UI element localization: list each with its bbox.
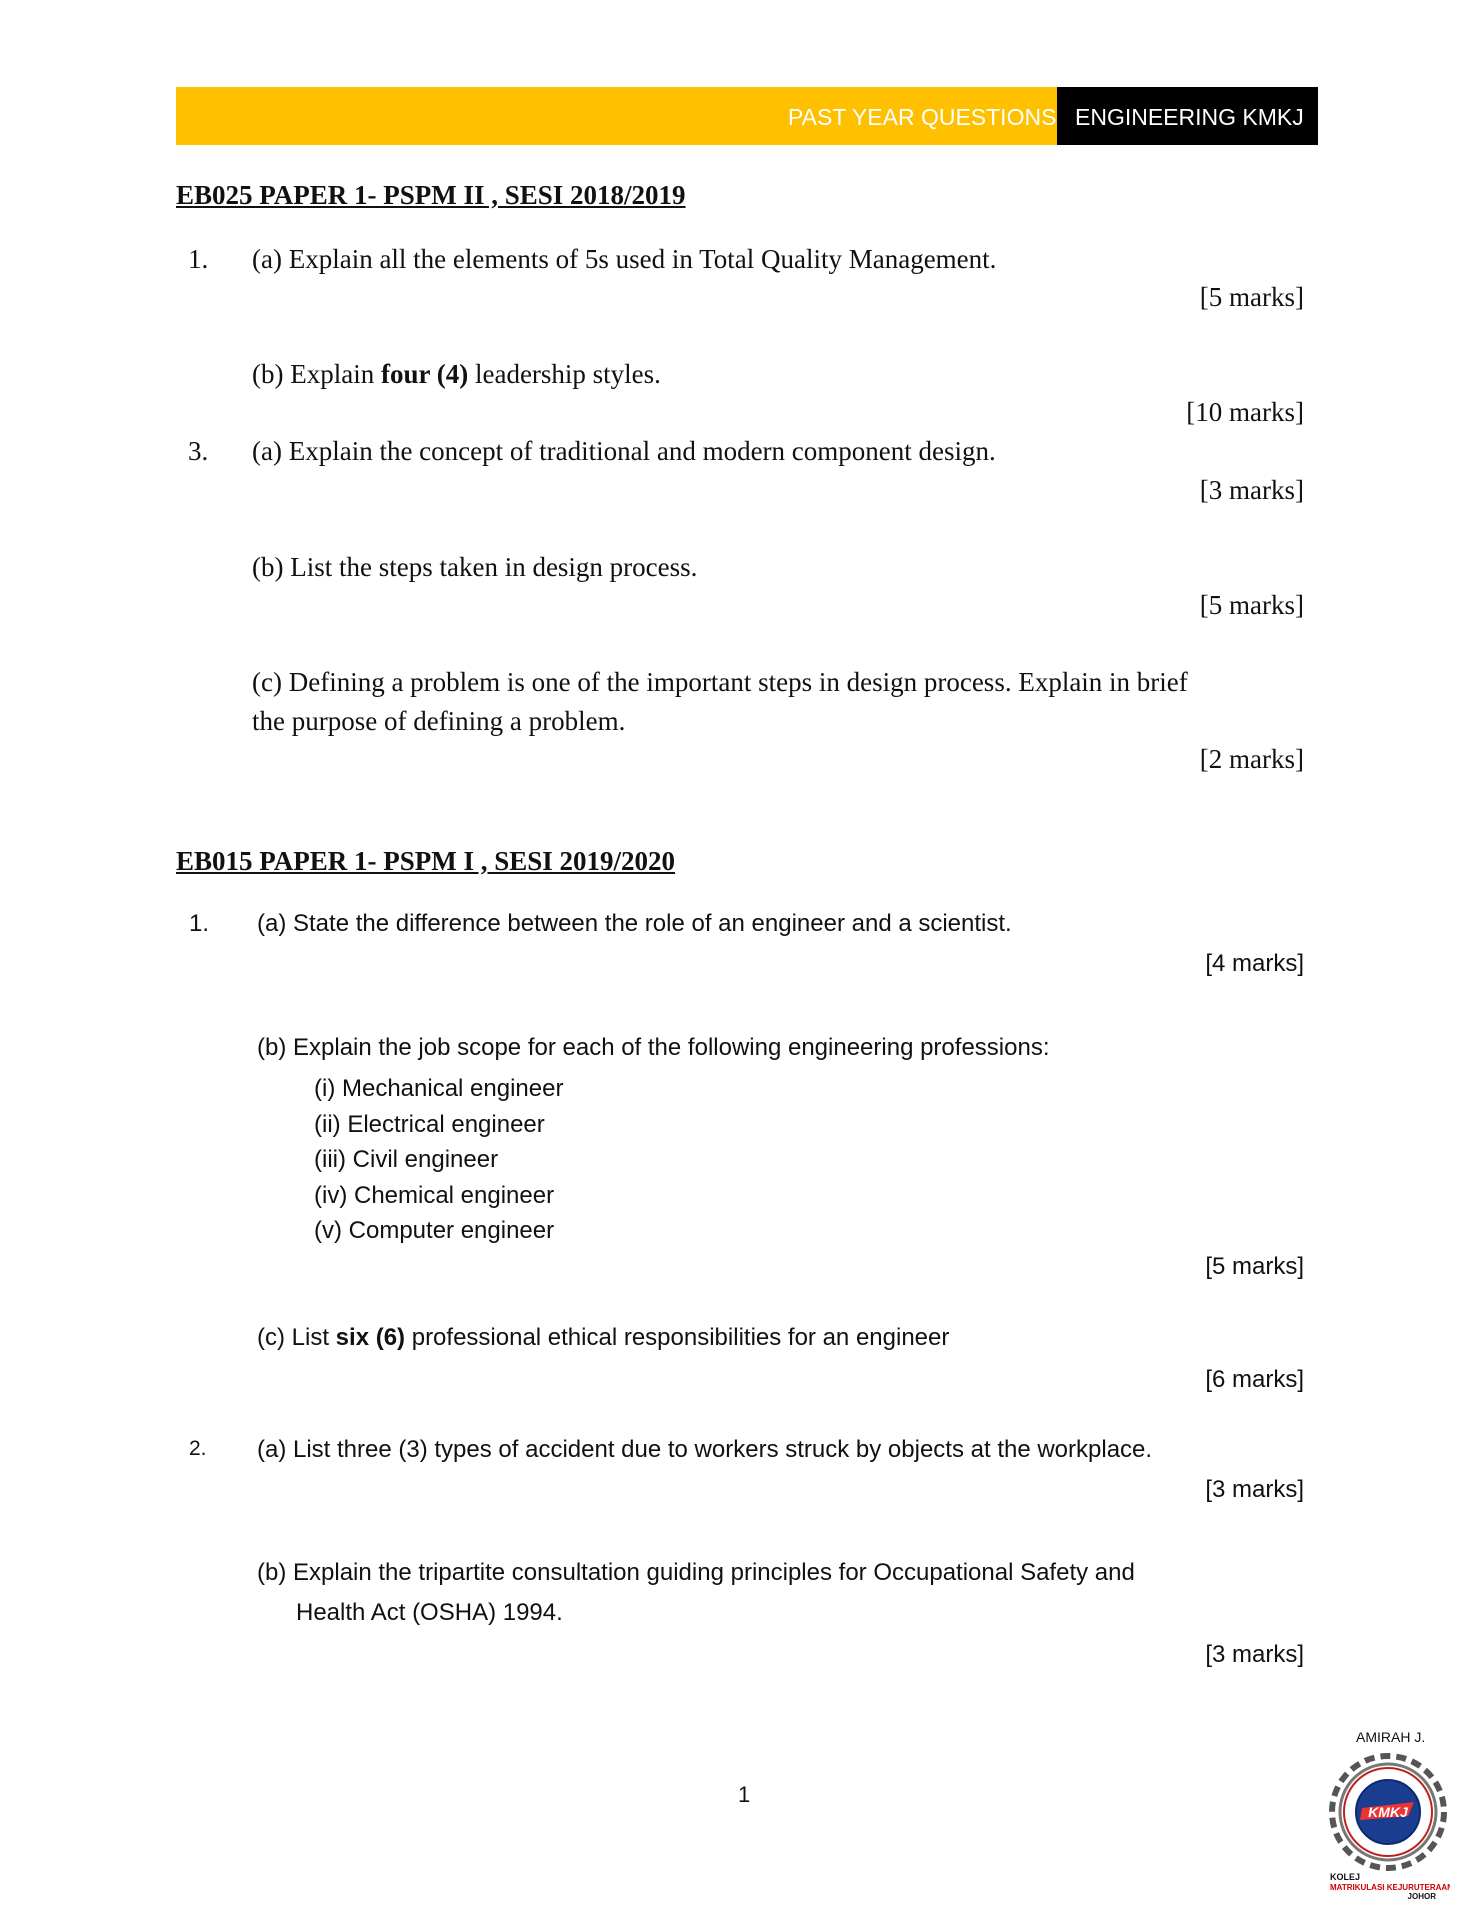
question-text: (a) Explain the concept of traditional and modern component design. xyxy=(252,436,996,466)
kmkj-logo xyxy=(1326,1752,1450,1902)
question-number: 3. xyxy=(188,436,209,466)
question-text: (b) Explain four (4) leadership styles. xyxy=(252,359,661,389)
list-item: (iii) Civil engineer xyxy=(314,1146,499,1173)
header-left-label: PAST YEAR QUESTIONS xyxy=(788,104,1057,130)
question-text: (c) List six (6) professional ethical responsibilities for an engineer xyxy=(257,1324,950,1351)
marks-label: [5 marks] xyxy=(1199,282,1304,312)
question-text: (b) Explain the job scope for each of the following engineering professions: xyxy=(257,1034,1050,1061)
list-item: (v) Computer engineer xyxy=(314,1217,555,1244)
logo-text-line3: JOHOR xyxy=(1407,1892,1436,1901)
question-text: (b) List the steps taken in design process. xyxy=(252,552,698,582)
section-title-eb025: EB025 PAPER 1- PSPM II , SESI 2018/2019 xyxy=(176,180,686,210)
question-text: (c) Defining a problem is one of the important steps in design process. Explain in brief xyxy=(252,667,1188,697)
logo-badge-text: KMKJ xyxy=(1368,1804,1408,1820)
marks-label: [10 marks] xyxy=(1186,397,1304,427)
question-text: (b) Explain the tripartite consultation guiding principles for Occupational Safety and xyxy=(257,1559,1135,1586)
page-number: 1 xyxy=(738,1782,751,1807)
header-right-label: ENGINEERING KMKJ xyxy=(1075,104,1304,130)
gear-icon xyxy=(1326,1752,1450,1902)
marks-label: [5 marks] xyxy=(1205,1253,1304,1280)
list-item: (iv) Chemical engineer xyxy=(314,1182,555,1209)
question-text: the purpose of defining a problem. xyxy=(252,706,626,736)
marks-label: [2 marks] xyxy=(1199,744,1304,774)
question-number: 1. xyxy=(189,910,210,937)
question-text: Health Act (OSHA) 1994. xyxy=(296,1599,563,1626)
question-text: (a) List three (3) types of accident due to workers struck by objects at the workplace. xyxy=(257,1436,1153,1463)
author-label: AMIRAH J. xyxy=(1356,1729,1426,1745)
marks-label: [4 marks] xyxy=(1205,950,1304,977)
question-number: 2. xyxy=(189,1437,207,1460)
marks-label: [6 marks] xyxy=(1205,1366,1304,1393)
question-text: (a) State the difference between the role of an engineer and a scientist. xyxy=(257,910,1012,937)
section-title-eb015: EB015 PAPER 1- PSPM I , SESI 2019/2020 xyxy=(176,846,676,876)
marks-label: [5 marks] xyxy=(1199,590,1304,620)
question-number: 1. xyxy=(188,244,209,274)
logo-text-line1: KOLEJ xyxy=(1330,1872,1361,1882)
logo-text-line2: MATRIKULASI KEJURUTERAAN xyxy=(1330,1883,1450,1892)
list-item: (i) Mechanical engineer xyxy=(314,1075,564,1102)
marks-label: [3 marks] xyxy=(1205,1476,1304,1503)
marks-label: [3 marks] xyxy=(1199,475,1304,505)
question-text: (a) Explain all the elements of 5s used in Total Quality Management. xyxy=(252,244,997,274)
marks-label: [3 marks] xyxy=(1205,1641,1304,1668)
list-item: (ii) Electrical engineer xyxy=(314,1111,545,1138)
